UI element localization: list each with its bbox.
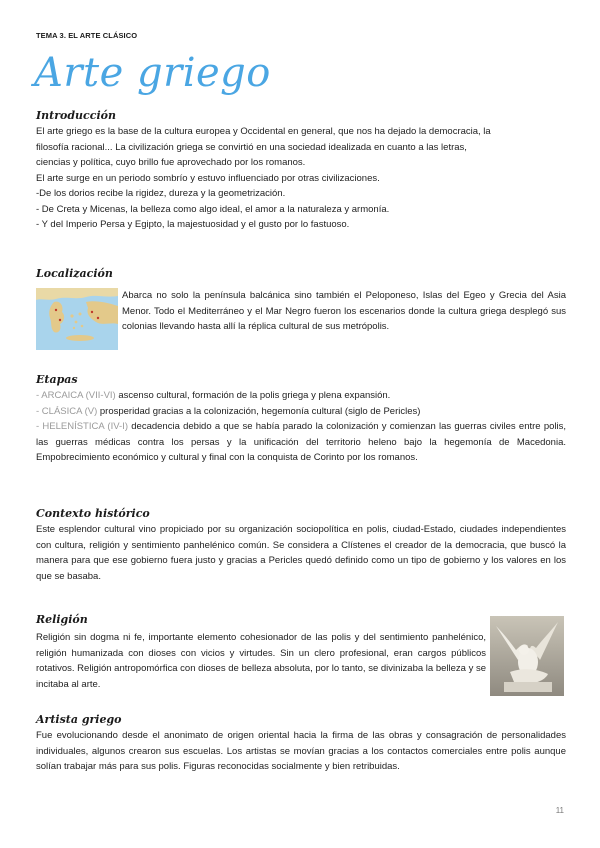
section-religion (36, 612, 566, 628)
page-number: 11 (555, 806, 564, 815)
section-heading: Introducción (36, 109, 116, 122)
stage-label: - HELENÍSTICA (IV-I) (36, 421, 129, 432)
religion-paragraph-wrap (36, 630, 486, 692)
section-heading: Localización (36, 267, 113, 280)
section-introduction (36, 108, 566, 233)
intro-line: El arte surge en un periodo sombrío y estuvo influenciado por otras civilizaciones. (36, 172, 380, 184)
stage-text: ascenso cultural, formación de la polis griega y plena expansión. (115, 390, 391, 401)
section-stages (36, 372, 566, 466)
intro-line: -De los dorios recibe la rigidez, dureza y la geometrización. (36, 188, 286, 199)
intro-line: filosofía racional... La civilización griega se convirtió en una sociedad idealizada en cuanto a las letras, (36, 141, 467, 153)
artist-paragraph: Fue evolucionando desde el anonimato de origen oriental hacia la firma de las obras y consagración de personalidades individuales, algunos crearon sus escuelas. Los artistas se movían gracias a los contactos comerciales entre polis aunque solían trabajar más para sus polis. Figuras reconocidas socialmente y bien retribuidas. (36, 730, 566, 772)
section-heading: Contexto histórico (36, 507, 150, 520)
section-heading: Etapas (36, 373, 78, 386)
intro-line: ciencias y política, cuyo brillo fue aprovechado por los romanos. (36, 157, 306, 168)
stage-item (36, 419, 566, 466)
section-historical-context (36, 506, 566, 584)
sculpture-image (490, 616, 564, 696)
section-heading: Artista griego (36, 713, 122, 726)
stage-label: - ARCAICA (VII-VI) (36, 390, 116, 401)
page-title: Arte griego (34, 50, 271, 96)
stage-item (36, 404, 566, 420)
section-heading: Religión (36, 613, 88, 626)
stage-item (36, 388, 566, 404)
section-greek-artist (36, 712, 566, 775)
stage-text: decadencia debido a que se había parado la colonización y comienzan las guerras civiles entre polis, las guerras médicas contra los persas y la unificación del territorio heleno bajo la hegemonía de Macedonia. Empobrecimiento económico y cultural y final con la conquista de Corinto por los romanos. (36, 421, 567, 463)
religion-paragraph: Religión sin dogma ni fe, importante elemento cohesionador de las polis y del sentimiento panhelénico, religión humanizada con dioses con vicios y virtudes. Sin un clero profesional, eran cargos públicos rotativos. Religión antropomórfica con dioses de belleza absoluta, por lo tanto, se divinizaba la belleza y se incitaba al arte. (36, 632, 486, 690)
intro-line: El arte griego es la base de la cultura europea y Occidental en general, que nos ha dejado la democracia, la (36, 126, 491, 137)
localization-paragraph: Abarca no solo la península balcánica sino también el Peloponeso, Islas del Egeo y Grecia del Asia Menor. Todo el Mediterráneo y el Mar Negro fueron los escenarios donde la cultura griega desplegó sus colonias llevando hasta allí la réplica cultural de sus metrópolis. (122, 290, 566, 332)
localization-paragraph-wrap (122, 288, 566, 335)
chapter-tag: TEMA 3. EL ARTE CLÁSICO (36, 31, 138, 40)
context-paragraph: Este esplendor cultural vino propiciado por su organización sociopolítica en polis, ciudad-Estado, ciudades independientes con cultura, religión y sentimiento panhelénico común. Se considera a Clístenes el creador de la democracia, que buscó la manera para que ese gobierno fuera justo y gracias a Pericles quedó definido como un tipo de gobierno y los valores en los que se basaba. (36, 524, 566, 582)
stage-label: - CLÁSICA (V) (36, 405, 98, 417)
section-localization (36, 266, 566, 282)
stage-text: prosperidad gracias a la colonización, hegemonía cultural (siglo de Pericles) (97, 405, 421, 417)
intro-line: - Y del Imperio Persa y Egipto, la majestuosidad y el gusto por lo fastuoso. (36, 219, 350, 230)
intro-line: - De Creta y Micenas, la belleza como algo ideal, el amor a la naturaleza y armonía. (36, 203, 390, 215)
greece-map-image (36, 288, 118, 350)
